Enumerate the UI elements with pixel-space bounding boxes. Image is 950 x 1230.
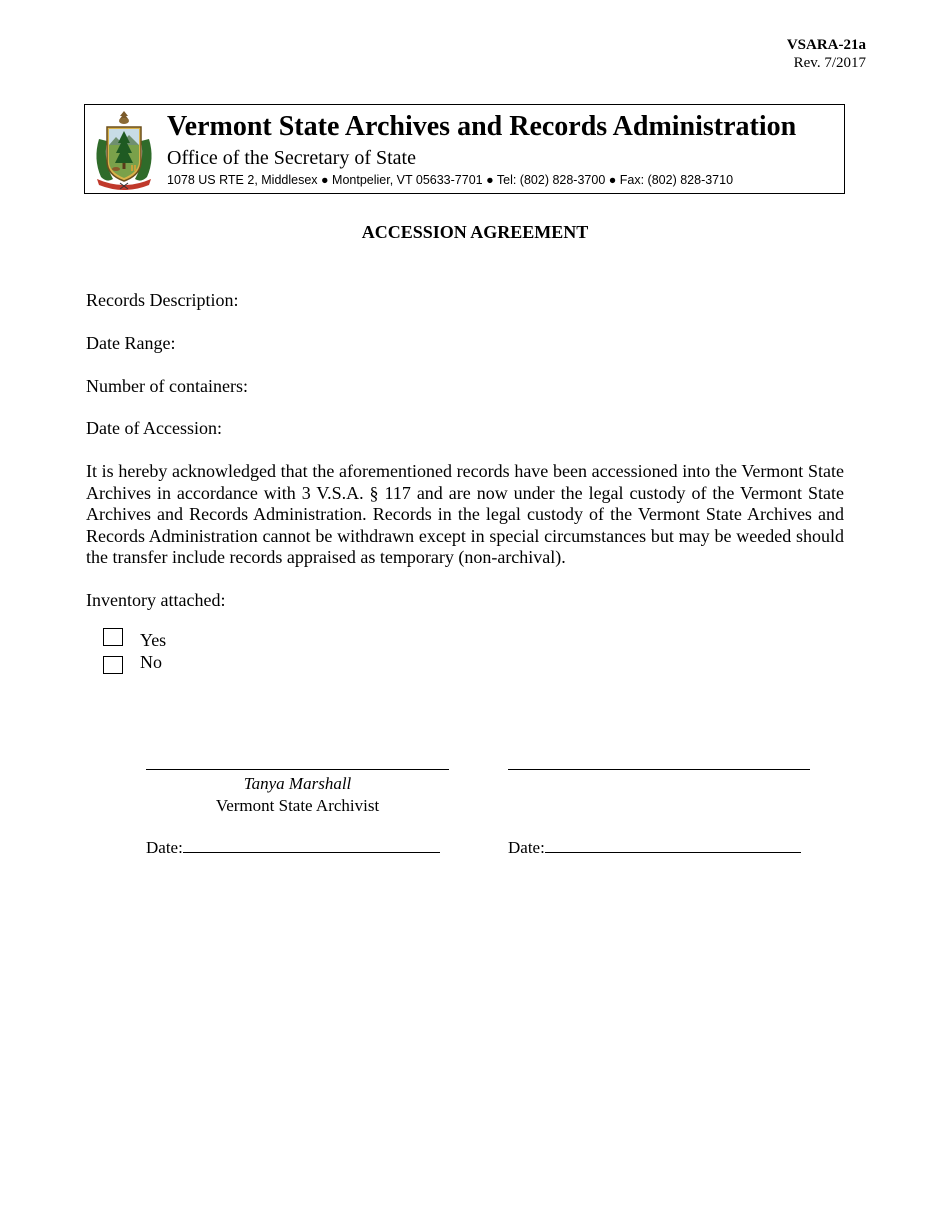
archivist-date-label: Date: <box>146 838 183 857</box>
vermont-state-seal-icon <box>89 109 159 191</box>
inventory-attached-label: Inventory attached: <box>86 590 226 610</box>
inventory-yes-label: Yes <box>140 630 167 650</box>
number-of-containers-label: Number of containers: <box>86 376 248 396</box>
agency-name: Vermont State Archives and Records Administration <box>167 111 797 142</box>
form-revision: Rev. 7/2017 <box>793 55 866 71</box>
archivist-date-field[interactable] <box>183 838 440 853</box>
archivist-title: Vermont State Archivist <box>215 796 380 815</box>
accession-statement: It is hereby acknowledged that the aforementioned records have been accessioned into the Vermont State Archives in accordance with 3 V.S.A. § 117 and are now under the legal custody of the Vermont State Archives and Records Administration. Records in the legal custody of the Vermont State Archives and Records Administration cannot be withdrawn except in special circumstances but may be weeded should the transfer include records appraised as temporary (non-archival). <box>86 461 844 568</box>
archivist-date-row <box>146 838 440 858</box>
inventory-no-label: No <box>140 652 162 672</box>
form-code: VSARA-21a <box>786 37 866 53</box>
transferor-date-label: Date: <box>508 838 545 857</box>
date-range-label: Date Range: <box>86 333 176 353</box>
form-identifier <box>787 36 866 72</box>
contact-address: 1078 US RTE 2, Middlesex ● Montpelier, VT 05633-7701 ● Tel: (802) 828-3700 ● Fax: (802) 828-3710 <box>167 173 734 187</box>
document-title: ACCESSION AGREEMENT <box>361 222 589 242</box>
inventory-yes-checkbox[interactable] <box>103 628 123 646</box>
office-name: Office of the Secretary of State <box>167 147 416 169</box>
archivist-signature-line[interactable] <box>146 769 449 770</box>
archivist-name: Tanya Marshall <box>243 774 352 793</box>
transferor-signature-line[interactable] <box>508 769 810 770</box>
transferor-date-field[interactable] <box>545 838 801 853</box>
letterhead <box>84 104 845 194</box>
date-of-accession-label: Date of Accession: <box>86 418 222 438</box>
records-description-label: Records Description: <box>86 290 239 310</box>
transferor-date-row <box>508 838 801 858</box>
inventory-no-checkbox[interactable] <box>103 656 123 674</box>
